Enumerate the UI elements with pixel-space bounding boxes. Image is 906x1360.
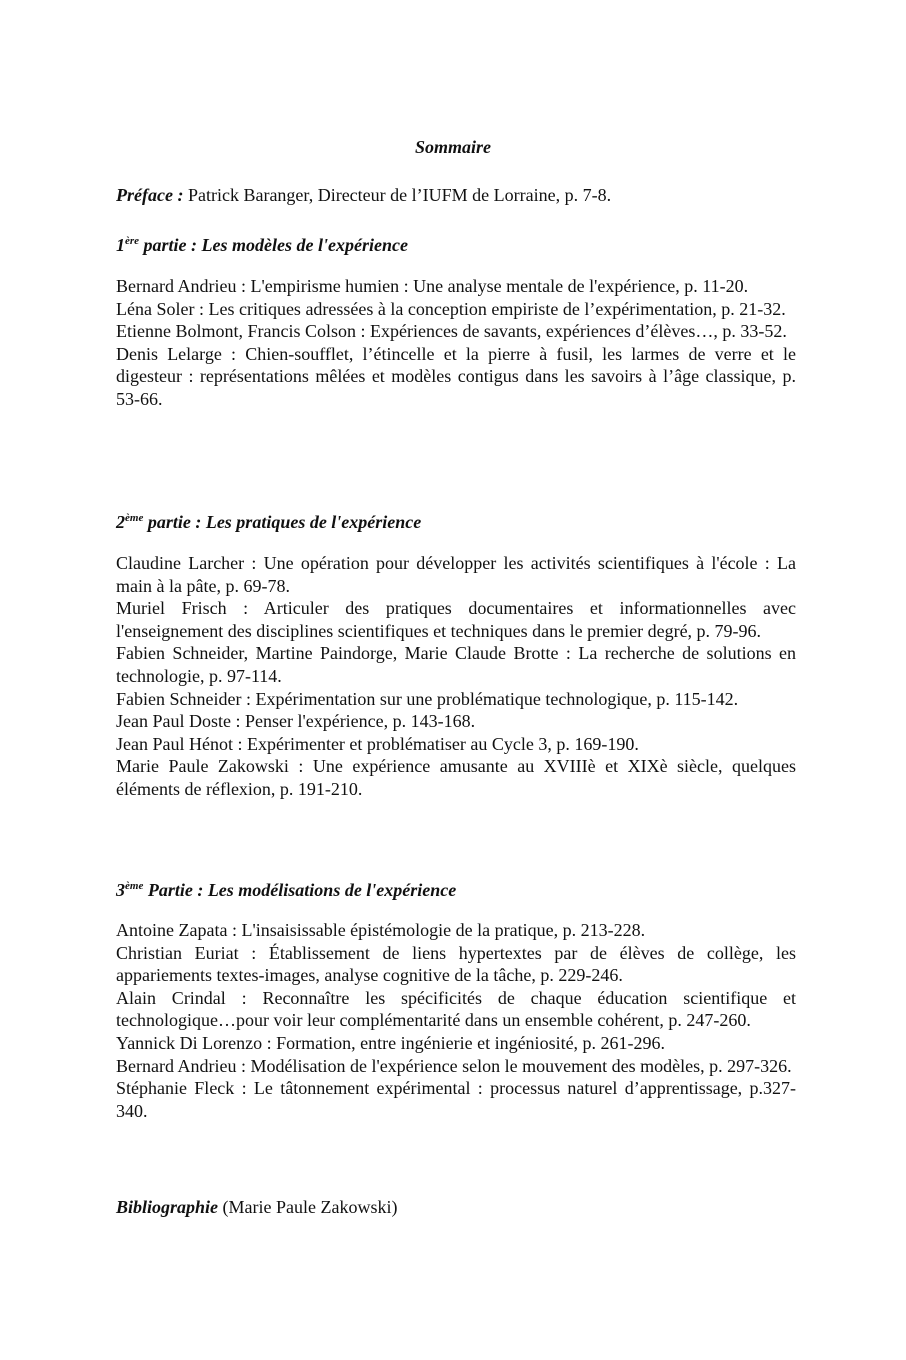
toc-entry: Bernard Andrieu : Modélisation de l'expérience selon le mouvement des modèles, p. 297-326. <box>116 1055 792 1076</box>
toc-entry: Jean Paul Hénot : Expérimenter et problématiser au Cycle 3, p. 169-190. <box>116 733 639 754</box>
toc-entry: Jean Paul Doste : Penser l'expérience, p. 143-168. <box>116 711 476 732</box>
toc-entry: Léna Soler : Les critiques adressées à la conception empiriste de l’expérimentation, p. 21-32. <box>116 298 786 319</box>
toc-entry: Marie Paule Zakowski : Une expérience amusante au XVIIIè et XIXè siècle, quelques éléments de réflexion, p. 191-210. <box>116 756 796 799</box>
toc-entry: Muriel Frisch : Articuler des pratiques documentaires et informationnelles avec l'enseignement des disciplines scientifiques et techniques dans le premier degré, p. 79-96. <box>116 598 796 641</box>
section-superscript: ère <box>125 235 140 247</box>
section-title: Partie : Les modélisations de l'expérience <box>143 880 457 900</box>
section-heading-1 <box>116 230 796 256</box>
bibliography-line <box>116 1196 796 1218</box>
preface-text: Patrick Baranger, Directeur de l’IUFM de Lorraine, p. 7-8. <box>183 185 612 205</box>
section-number: 2 <box>116 512 125 532</box>
section-superscript: ème <box>125 880 144 892</box>
toc-entry: Etienne Bolmont, Francis Colson : Expériences de savants, expériences d’élèves…, p. 33-52. <box>116 321 787 342</box>
section-entries-3 <box>116 919 796 1122</box>
section-number: 1 <box>116 235 125 255</box>
toc-entry: Bernard Andrieu : L'empirisme humien : Une analyse mentale de l'expérience, p. 11-20. <box>116 276 749 296</box>
section-title: partie : Les modèles de l'expérience <box>139 235 408 255</box>
section-entries-2 <box>116 552 796 801</box>
toc-entry: Christian Euriat : Établissement de liens hypertextes par de élèves de collège, les appariements textes-images, analyse cognitive de la tâche, p. 229-246. <box>116 942 796 986</box>
section-title: partie : Les pratiques de l'expérience <box>143 512 422 532</box>
toc-entry: Stéphanie Fleck : Le tâtonnement expérimental : processus naturel d’apprentissage, p.327-340. <box>116 1078 796 1121</box>
preface-label: Préface : <box>116 185 184 205</box>
section-heading-3 <box>116 875 796 901</box>
toc-entry: Fabien Schneider, Martine Paindorge, Marie Claude Brotte : La recherche de solutions en technologie, p. 97-114. <box>116 643 796 686</box>
section-number: 3 <box>116 880 125 900</box>
toc-entry: Yannick Di Lorenzo : Formation, entre ingénierie et ingéniosité, p. 261-296. <box>116 1032 666 1053</box>
page-title: Sommaire <box>414 137 491 157</box>
toc-entry: Claudine Larcher : Une opération pour développer les activités scientifiques à l'école : La main à la pâte, p. 69-78. <box>116 553 796 596</box>
toc-entry: Antoine Zapata : L'insaisissable épistémologie de la pratique, p. 213-228. <box>116 920 646 940</box>
section-superscript: ème <box>125 512 144 524</box>
bibliography-text: (Marie Paule Zakowski) <box>218 1197 398 1217</box>
section-entries-1 <box>116 275 796 411</box>
toc-entry: Denis Lelarge : Chien-soufflet, l’étincelle et la pierre à fusil, les larmes de verre et le digesteur : représentations mêlées et modèles contigus dans les savoirs à l’âge classique, p. 53-66. <box>116 343 796 409</box>
preface-line <box>116 184 796 206</box>
bibliography-label: Bibliographie <box>116 1197 219 1217</box>
toc-entry: Alain Crindal : Reconnaître les spécificités de chaque éducation scientifique et technologique…pour voir leur complémentarité dans un ensemble cohérent, p. 247-260. <box>116 987 796 1031</box>
toc-entry: Fabien Schneider : Expérimentation sur une problématique technologique, p. 115-142. <box>116 688 739 709</box>
section-heading-2 <box>116 507 796 533</box>
